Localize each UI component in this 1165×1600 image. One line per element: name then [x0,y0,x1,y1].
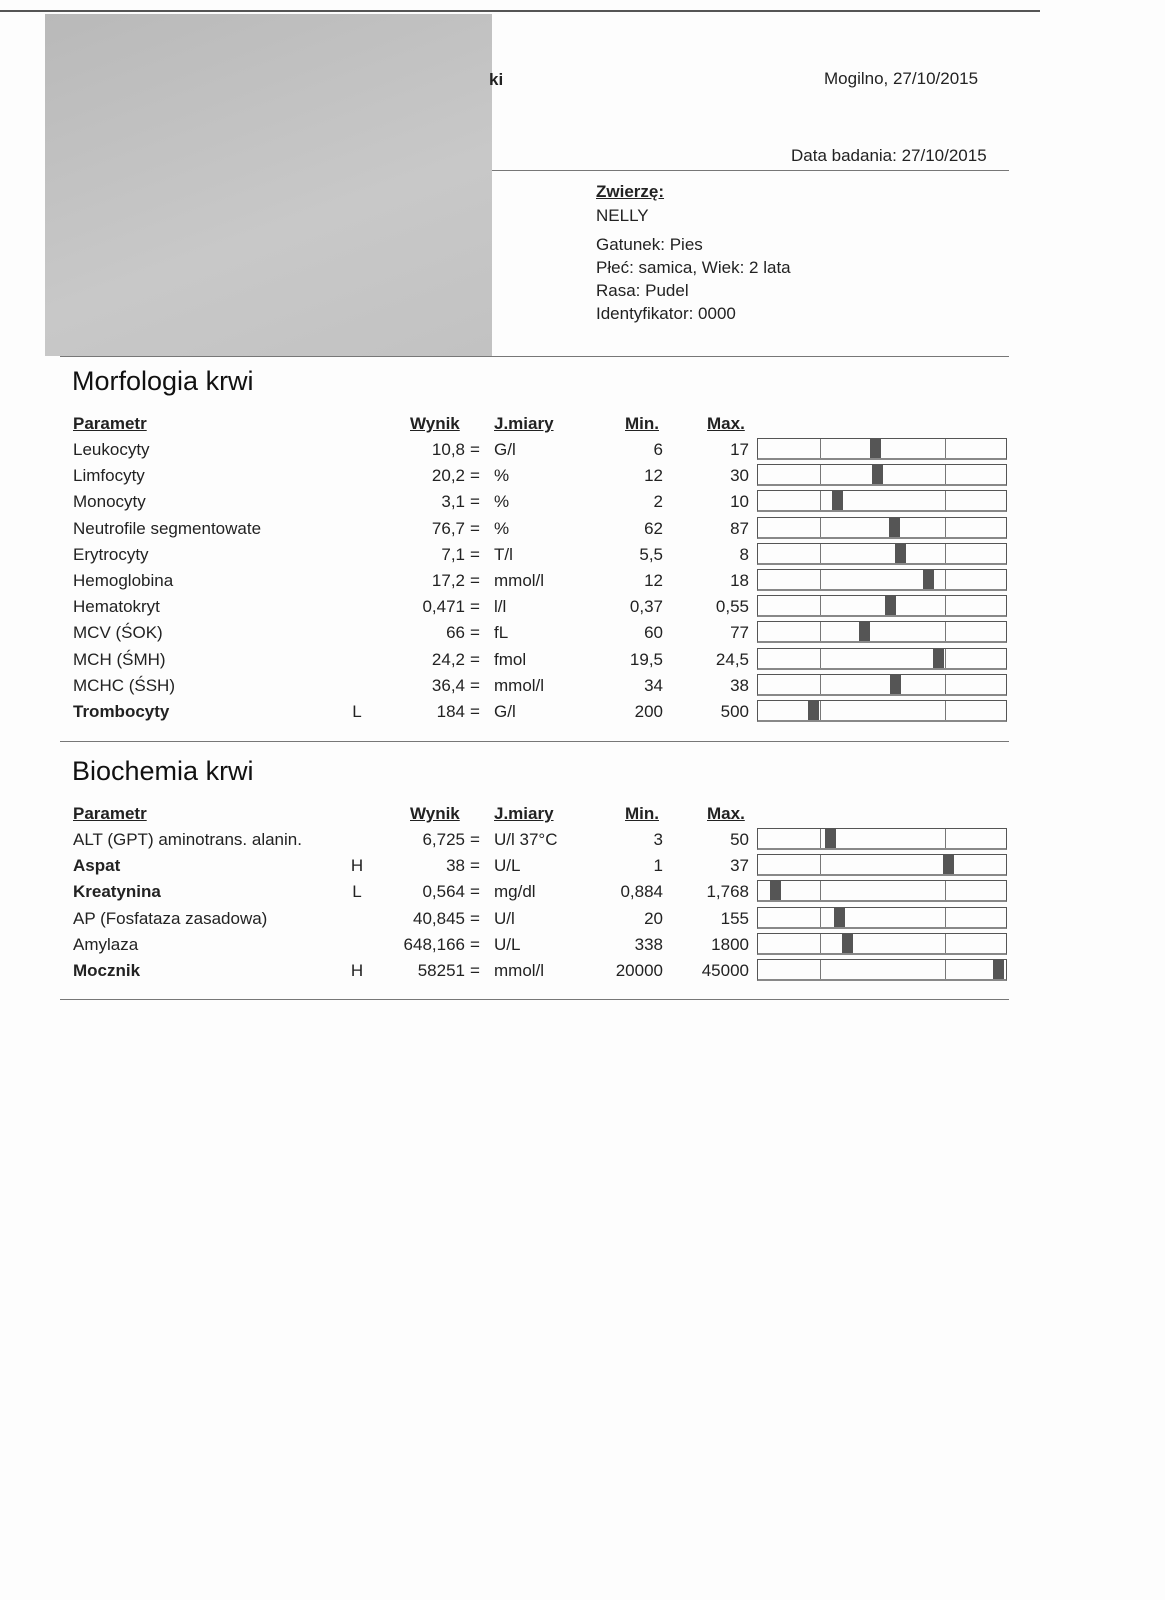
min-value: 60 [644,623,663,643]
divider [60,741,1009,742]
result-marker [770,881,781,900]
range-min-line [820,934,821,953]
result-marker [895,544,906,563]
equals-sign: = [470,830,480,849]
table-row [0,853,1165,879]
result-marker [923,570,934,589]
col-min: Min. [625,414,659,433]
top-border [0,10,1040,12]
param-name: Hemoglobina [73,571,174,590]
result-value: 40,845 [413,908,465,928]
max-value: 87 [730,518,749,538]
max-value: 10 [730,492,749,512]
redacted-area [45,14,492,356]
range-min-line [820,855,821,874]
animal-species: Gatunek: Pies [596,235,703,254]
range-bar [757,959,1007,981]
result-marker [993,960,1004,979]
unit: G/l [494,440,516,459]
param-name: AP (Fosfataza zasadowa) [73,908,268,928]
range-bar [757,648,1007,670]
range-min-line [820,675,821,694]
min-value: 0,37 [629,597,663,617]
param-name: MCH (ŚMH) [73,649,166,669]
table-row [0,437,1165,463]
equals-sign: = [470,856,480,876]
result-value: 66 [446,623,465,643]
min-value: 338 [634,934,663,954]
range-bar [757,907,1007,929]
min-value: 6 [653,440,663,459]
table-row [0,827,1165,853]
max-value: 45000 [701,961,749,980]
unit: U/L [494,856,521,876]
min-value: 3 [653,830,663,849]
max-value: 50 [730,830,749,849]
table-row [0,463,1165,489]
divider [492,170,1009,171]
param-name: Monocyty [73,492,146,512]
result-value: 36,4 [431,675,465,695]
range-min-line [820,570,821,589]
range-bar [757,828,1007,850]
range-min-line [820,491,821,510]
table-row [0,516,1165,542]
col-unit: J.miary [494,804,554,823]
max-value: 24,5 [715,649,749,669]
range-max-line [945,675,946,694]
equals-sign: = [470,597,480,617]
result-marker [834,908,845,927]
flag: H [350,961,364,980]
range-max-line [945,960,946,979]
col-max: Max. [707,414,745,433]
result-value: 38 [446,856,465,876]
result-value: 58251 [417,961,465,980]
result-marker [825,829,836,848]
result-value: 6,725 [422,830,465,849]
result-marker [859,622,870,641]
range-max-line [945,934,946,953]
param-name: MCHC (ŚSH) [73,675,175,695]
unit: mg/dl [494,882,536,902]
clinic-name-partial: ki [489,70,504,89]
range-min-line [820,518,821,537]
max-value: 30 [730,466,749,486]
result-value: 76,7 [431,518,465,538]
result-value: 20,2 [431,466,465,486]
min-value: 0,884 [620,882,663,902]
range-min-line [820,465,821,484]
range-max-line [945,491,946,510]
min-value: 20 [644,908,663,928]
max-value: 500 [720,702,749,721]
animal-id: Identyfikator: 0000 [596,304,736,323]
equals-sign: = [470,466,480,486]
range-min-line [820,622,821,641]
result-value: 24,2 [431,649,465,669]
equals-sign: = [470,961,480,980]
max-value: 18 [730,571,749,590]
range-min-line [820,596,821,615]
divider [60,356,1009,357]
max-value: 38 [730,675,749,695]
param-name: MCV (ŚOK) [73,623,163,643]
col-param: Parametr [73,804,147,823]
range-min-line [820,701,821,720]
range-bar [757,569,1007,591]
max-value: 77 [730,623,749,643]
exam-date: Data badania: 27/10/2015 [791,146,987,165]
range-bar [757,517,1007,539]
table-row [0,932,1165,958]
param-name: Amylaza [73,934,139,954]
unit: fmol [494,649,527,669]
param-name: Kreatynina [73,882,161,902]
unit: % [494,518,510,538]
table-row [0,879,1165,905]
unit: mmol/l [494,961,545,980]
col-param: Parametr [73,414,147,433]
range-max-line [945,544,946,563]
range-bar [757,621,1007,643]
equals-sign: = [470,623,480,643]
param-name: Limfocyty [73,466,145,486]
range-max-line [945,701,946,720]
range-min-line [820,960,821,979]
result-value: 0,471 [422,597,465,617]
max-value: 155 [720,908,749,928]
result-value: 0,564 [422,882,465,902]
animal-name: NELLY [596,206,649,225]
min-value: 5,5 [639,544,663,564]
range-min-line [820,908,821,927]
col-result: Wynik [410,804,460,823]
min-value: 34 [644,675,663,695]
param-name: Erytrocyty [73,544,149,564]
equals-sign: = [470,908,480,928]
unit: G/l [494,702,516,721]
range-max-line [945,622,946,641]
range-max-line [945,881,946,900]
min-value: 12 [644,466,663,486]
min-value: 2 [653,492,663,512]
param-name: Trombocyty [73,702,170,721]
param-name: Aspat [73,856,121,876]
min-value: 200 [634,702,663,721]
flag: H [350,856,364,876]
result-value: 184 [436,702,465,721]
range-min-line [820,829,821,848]
result-marker [889,518,900,537]
col-unit: J.miary [494,414,554,433]
range-min-line [820,881,821,900]
unit: T/l [494,544,513,564]
range-bar [757,595,1007,617]
range-bar [757,674,1007,696]
range-max-line [945,649,946,668]
range-max-line [945,908,946,927]
col-min: Min. [625,804,659,823]
range-bar [757,854,1007,876]
param-name: ALT (GPT) aminotrans. alanin. [73,830,302,849]
result-value: 10,8 [431,440,465,459]
equals-sign: = [470,702,480,721]
equals-sign: = [470,571,480,590]
table-row [0,542,1165,568]
biochemia-title: Biochemia krwi [72,756,254,786]
unit: U/L [494,934,521,954]
max-value: 0,55 [715,597,749,617]
min-value: 12 [644,571,663,590]
result-value: 648,166 [403,934,465,954]
equals-sign: = [470,934,480,954]
range-max-line [945,465,946,484]
morfologia-title: Morfologia krwi [72,366,254,396]
flag: L [352,702,362,721]
table-row [0,699,1165,725]
result-value: 17,2 [431,571,465,590]
result-value: 3,1 [441,492,465,512]
equals-sign: = [470,440,480,459]
range-bar [757,880,1007,902]
range-min-line [820,649,821,668]
equals-sign: = [470,544,480,564]
unit: l/l [494,597,507,617]
unit: % [494,492,510,512]
result-marker [933,649,944,668]
equals-sign: = [470,882,480,902]
result-marker [885,596,896,615]
param-name: Hematokryt [73,597,160,617]
divider [60,999,1009,1000]
range-min-line [820,544,821,563]
max-value: 37 [730,856,749,876]
unit: % [494,466,510,486]
equals-sign: = [470,649,480,669]
range-bar [757,438,1007,460]
range-max-line [945,596,946,615]
range-max-line [945,570,946,589]
table-row [0,620,1165,646]
range-max-line [945,829,946,848]
result-marker [832,491,843,510]
result-marker [842,934,853,953]
param-name: Leukocyty [73,440,150,459]
result-marker [872,465,883,484]
result-marker [808,701,819,720]
table-row [0,489,1165,515]
result-marker [870,439,881,458]
table-row [0,594,1165,620]
result-marker [890,675,901,694]
unit: mmol/l [494,571,545,590]
param-name: Mocznik [73,961,141,980]
animal-breed: Rasa: Pudel [596,281,689,300]
range-bar [757,490,1007,512]
max-value: 1,768 [706,882,749,902]
param-name: Neutrofile segmentowate [73,518,262,538]
result-marker [943,855,954,874]
range-bar [757,933,1007,955]
result-value: 7,1 [441,544,465,564]
min-value: 1 [653,856,663,876]
animal-title: Zwierzę: [596,182,665,201]
range-bar [757,543,1007,565]
min-value: 19,5 [629,649,663,669]
unit: U/l [494,908,515,928]
col-max: Max. [707,804,745,823]
table-row [0,958,1165,984]
range-min-line [820,439,821,458]
equals-sign: = [470,492,480,512]
min-value: 62 [644,518,663,538]
range-bar [757,464,1007,486]
flag: L [352,882,362,902]
equals-sign: = [470,518,480,538]
table-row [0,906,1165,932]
table-row [0,647,1165,673]
max-value: 17 [730,440,749,459]
table-row [0,673,1165,699]
min-value: 20000 [615,961,663,980]
equals-sign: = [470,675,480,695]
range-bar [757,700,1007,722]
table-row [0,568,1165,594]
range-max-line [945,439,946,458]
max-value: 8 [739,544,749,564]
unit: U/l 37°C [494,830,558,849]
animal-sex-age: Płeć: samica, Wiek: 2 lata [596,258,791,277]
max-value: 1800 [711,934,749,954]
range-max-line [945,518,946,537]
place-date: Mogilno, 27/10/2015 [824,69,979,88]
unit: mmol/l [494,675,545,695]
unit: fL [494,623,509,643]
col-result: Wynik [410,414,460,433]
